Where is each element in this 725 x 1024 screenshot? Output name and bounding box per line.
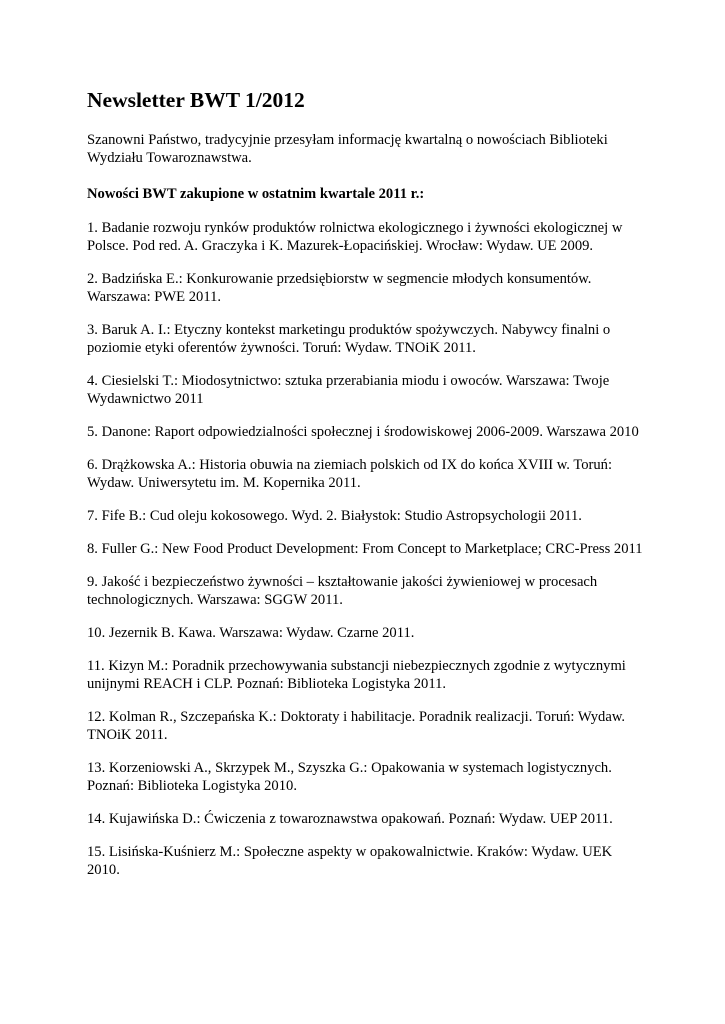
document-page	[87, 86, 647, 894]
list-item: 9. Jakość i bezpieczeństwo żywności – kształtowanie jakości żywieniowej w procesach technologicznych. Warszawa: SGGW 2011.	[87, 574, 598, 608]
list-item: 3. Baruk A. I.: Etyczny kontekst marketingu produktów spożywczych. Nabywcy finalni o poziomie etyki oferentów żywności. Toruń: Wydaw. TNOiK 2011.	[87, 322, 611, 356]
list-item: 13. Korzeniowski A., Skrzypek M., Szyszka G.: Opakowania w systemach logistycznych. Poznań: Biblioteka Logistyka 2010.	[87, 760, 612, 794]
list-item: 10. Jezernik B. Kawa. Warszawa: Wydaw. Czarne 2011.	[87, 625, 415, 641]
list-item: 5. Danone: Raport odpowiedzialności społecznej i środowiskowej 2006-2009. Warszawa 2010	[87, 424, 639, 440]
list-item: 2. Badzińska E.: Konkurowanie przedsiębiorstw w segmencie młodych konsumentów. Warszawa: PWE 2011.	[87, 271, 592, 305]
list-item: 7. Fife B.: Cud oleju kokosowego. Wyd. 2. Białystok: Studio Astropsychologii 2011.	[87, 508, 582, 524]
list-item: 6. Drążkowska A.: Historia obuwia na ziemiach polskich od IX do końca XVIII w. Toruń: Wydaw. Uniwersytetu im. M. Kopernika 2011.	[87, 457, 613, 491]
list-item: 4. Ciesielski T.: Miodosytnictwo: sztuka przerabiania miodu i owoców. Warszawa: Twoje Wydawnictwo 2011	[87, 373, 610, 407]
book-list	[87, 219, 647, 879]
list-item: 14. Kujawińska D.: Ćwiczenia z towaroznawstwa opakowań. Poznań: Wydaw. UEP 2011.	[87, 811, 613, 827]
list-item: 8. Fuller G.: New Food Product Development: From Concept to Marketplace; CRC-Press 2011	[87, 541, 643, 557]
list-item: 1. Badanie rozwoju rynków produktów rolnictwa ekologicznego i żywności ekologicznej w Polsce. Pod red. A. Graczyka i K. Mazurek-Łopacińskiej. Wrocław: Wydaw. UE 2009.	[87, 220, 623, 254]
list-item: 15. Lisińska-Kuśnierz M.: Społeczne aspekty w opakowalnictwie. Kraków: Wydaw. UEK 2010.	[87, 844, 613, 878]
intro-paragraph: Szanowni Państwo, tradycyjnie przesyłam informację kwartalną o nowościach Biblioteki Wydziału Towaroznawstwa.	[87, 132, 608, 166]
list-item: 11. Kizyn M.: Poradnik przechowywania substancji niebezpiecznych zgodnie z wytycznymi unijnymi REACH i CLP. Poznań: Biblioteka Logistyka 2011.	[87, 658, 626, 692]
section-heading: Nowości BWT zakupione w ostatnim kwartale 2011 r.:	[87, 186, 425, 202]
page-title: Newsletter BWT 1/2012	[87, 88, 305, 112]
list-item: 12. Kolman R., Szczepańska K.: Doktoraty i habilitacje. Poradnik realizacji. Toruń: Wydaw. TNOiK 2011.	[87, 709, 626, 743]
